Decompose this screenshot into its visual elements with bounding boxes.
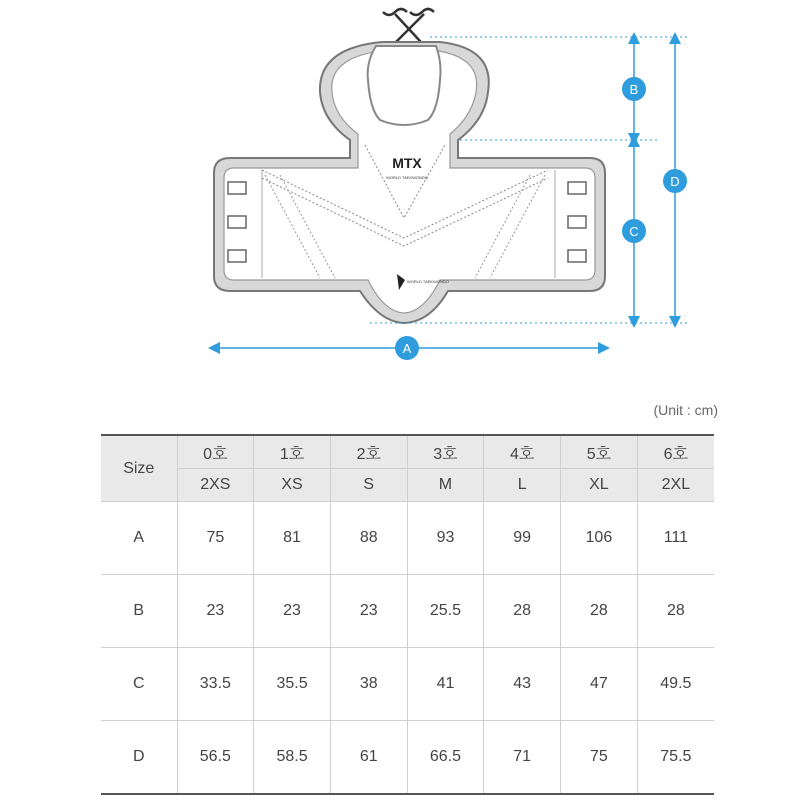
- table-cell: 88: [330, 502, 407, 575]
- row-label: B: [101, 575, 177, 648]
- table-cell: 93: [407, 502, 484, 575]
- letter-size-row: [101, 469, 714, 502]
- table-cell: 33.5: [177, 648, 254, 721]
- svg-text:WORLD TAEKWONDO: WORLD TAEKWONDO: [407, 279, 449, 284]
- korean-size-cell: 4호: [484, 435, 561, 469]
- korean-size-cell: 5호: [561, 435, 638, 469]
- table-cell: 99: [484, 502, 561, 575]
- table-cell: 35.5: [254, 648, 331, 721]
- svg-text:WORLD TAEKWONDO: WORLD TAEKWONDO: [386, 175, 428, 180]
- korean-size-cell: 2호: [330, 435, 407, 469]
- letter-size-cell: S: [330, 469, 407, 502]
- row-label: A: [101, 502, 177, 575]
- table-cell: 111: [637, 502, 714, 575]
- table-cell: 23: [330, 575, 407, 648]
- table-cell: 25.5: [407, 575, 484, 648]
- table-cell: 81: [254, 502, 331, 575]
- size-table: [101, 434, 714, 795]
- table-cell: 106: [561, 502, 638, 575]
- unit-label: (Unit : cm): [653, 402, 718, 418]
- korean-size-cell: 0호: [177, 435, 254, 469]
- table-cell: 75.5: [637, 721, 714, 795]
- table-cell: 49.5: [637, 648, 714, 721]
- table-row: [101, 721, 714, 795]
- table-cell: 58.5: [254, 721, 331, 795]
- korean-size-cell: 1호: [254, 435, 331, 469]
- table-cell: 23: [254, 575, 331, 648]
- table-cell: 43: [484, 648, 561, 721]
- svg-text:C: C: [629, 224, 639, 239]
- letter-size-cell: M: [407, 469, 484, 502]
- svg-text:B: B: [629, 82, 639, 97]
- table-cell: 41: [407, 648, 484, 721]
- table-row: [101, 502, 714, 575]
- letter-size-cell: XS: [254, 469, 331, 502]
- table-cell: 47: [561, 648, 638, 721]
- row-label: D: [101, 721, 177, 795]
- dimension-a-label: [395, 336, 419, 360]
- mtx-logo: [386, 155, 428, 180]
- table-cell: 75: [177, 502, 254, 575]
- dimension-d-label: [663, 169, 687, 193]
- table-cell: 61: [330, 721, 407, 795]
- table-cell: 28: [561, 575, 638, 648]
- table-cell: 66.5: [407, 721, 484, 795]
- dimension-c-label: [622, 219, 646, 243]
- table-cell: 71: [484, 721, 561, 795]
- letter-size-cell: XL: [561, 469, 638, 502]
- row-label: C: [101, 648, 177, 721]
- table-cell: 75: [561, 721, 638, 795]
- table-cell: 28: [637, 575, 714, 648]
- dimension-b-label: [622, 77, 646, 101]
- table-cell: 23: [177, 575, 254, 648]
- table-cell: 28: [484, 575, 561, 648]
- korean-size-cell: 3호: [407, 435, 484, 469]
- korean-size-cell: 6호: [637, 435, 714, 469]
- letter-size-cell: L: [484, 469, 561, 502]
- size-header: Size: [101, 435, 177, 502]
- svg-text:D: D: [670, 174, 680, 189]
- svg-text:A: A: [402, 341, 412, 356]
- svg-text:MTX: MTX: [392, 155, 422, 171]
- letter-size-cell: 2XS: [177, 469, 254, 502]
- letter-size-cell: 2XL: [637, 469, 714, 502]
- korean-size-row: [101, 435, 714, 469]
- table-row: [101, 648, 714, 721]
- table-row: [101, 575, 714, 648]
- table-cell: 38: [330, 648, 407, 721]
- table-cell: 56.5: [177, 721, 254, 795]
